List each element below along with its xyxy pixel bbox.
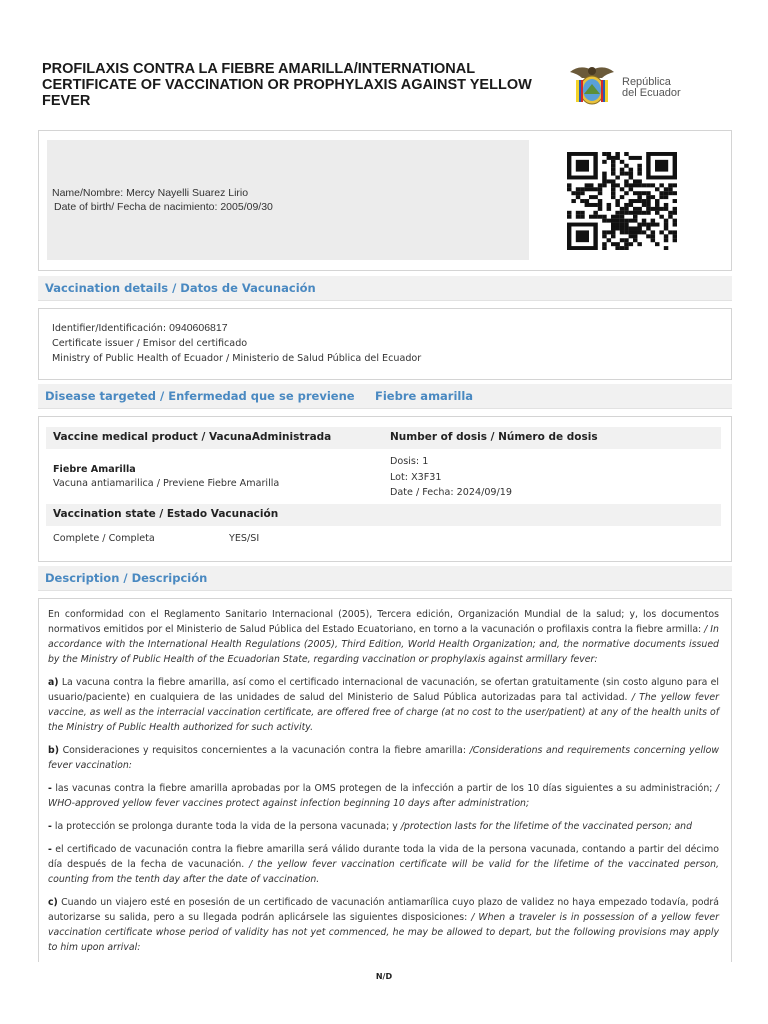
lot-number: Lot: X3F31 <box>390 472 442 483</box>
ecuador-coat-of-arms-icon <box>566 62 618 108</box>
vaccination-date: Date / Fecha: 2024/09/19 <box>390 487 512 498</box>
issuer-card <box>38 308 732 380</box>
identity-panel <box>47 140 529 260</box>
identifier-label: Identifier/Identificación: <box>52 323 167 334</box>
name-label: Name/Nombre: <box>52 187 124 199</box>
vaccine-product-desc: Vacuna antiamarilica / Previene Fiebre Amarilla <box>53 478 280 489</box>
republica-del-ecuador-logo <box>566 62 706 108</box>
vaccine-product-name: Fiebre Amarilla <box>53 464 136 475</box>
description-heading: Description / Descripción <box>45 571 208 585</box>
vaccination-details-heading: Vaccination details / Datos de Vacunación <box>45 281 316 295</box>
vaccine-card <box>38 416 732 562</box>
vaccination-state-yes: YES/SI <box>229 533 260 544</box>
logo-line-1: República <box>622 76 671 88</box>
vaccine-header-row <box>46 427 721 449</box>
description-bullet-2: - la protección se prolonga durante toda la vida de la persona vacunada; y /protection lasts for the lifetime of the vaccinated person; and <box>48 821 693 832</box>
description-item-b: b) Consideraciones y requisitos concernientes a la vacunación contra la fiebre amarilla: /Considerations and requirements concerning yellow fever vaccination: <box>48 745 719 771</box>
dob-value: 2005/09/30 <box>220 201 273 213</box>
logo-line-2: del Ecuador <box>622 87 681 99</box>
description-item-c: c) Cuando un viajero esté en posesión de un certificado de vacunación antiamarílica cuyo plazo de validez no haya empezado todavía, podrá autorizarse su salida, pero a su llegada podrán aplicársele las siguientes disposiciones: / When a traveler is in possession of a yellow fever vaccination certificate whose period of validity has not yet commenced, he may be allowed to depart, but the following provisions may apply to him upon arrival: <box>48 897 719 953</box>
dob-label: Date of birth/ Fecha de nacimiento: <box>54 201 218 213</box>
description-intro: En conformidad con el Reglamento Sanitario Internacional (2005), Tercera edición, Organización Mundial de la salud; y, los documentos normativos emitidos por el Ministerio de Salud Pública del Estado Ecuatoriano, en torno a la vacunación o profilaxis contra la fiebre armilla: / In accordance with the International Health Regulations (2005), Third Edition, World Health Organization; and, the normative documents issued by the Ministry of Public Health of the Ecuadorian State, regarding vaccination or prophylaxis against armillary fever: <box>48 609 719 665</box>
disease-targeted-value: Fiebre amarilla <box>375 389 474 403</box>
vaccination-state-header-row <box>46 504 721 526</box>
doses-header: Number of dosis / Número de dosis <box>390 431 598 443</box>
vaccine-product-header: Vaccine medical product / VacunaAdministrada <box>53 431 332 443</box>
description-header <box>38 566 732 591</box>
disease-targeted-header <box>38 384 732 409</box>
name-value: Mercy Nayelli Suarez Lirio <box>126 187 249 199</box>
description-item-a: a) La vacuna contra la fiebre amarilla, así como el certificado internacional de vacunación, se ofertan gratuitamente (sin costo alguno para el usuario/paciente) en cualquiera de las unidades de salud del Ministerio de Salud Pública autorizadas para tal actividad. / The yellow fever vaccine, as well as the interracial vaccination certificate, are offered free of charge (at no cost to the user/patient) at any of the health units of the Ministry of Public Health authorized for such activity. <box>48 677 719 733</box>
description-bullet-1: - las vacunas contra la fiebre amarilla aprobadas por la OMS protegen de la infección a partir de los 10 días siguientes a su administración; / WHO-approved yellow fever vaccines protect against infection beginning 10 days after administration; <box>48 783 719 809</box>
issuer-label: Certificate issuer / Emisor del certificado <box>52 338 248 349</box>
dose-number: Dosis: 1 <box>390 456 429 467</box>
identifier-value: 0940606817 <box>169 322 228 334</box>
vaccination-state-header: Vaccination state / Estado Vacunación <box>53 508 279 520</box>
description-body <box>38 598 732 962</box>
qr-code <box>567 152 677 250</box>
disease-targeted-label: Disease targeted / Enfermedad que se previene <box>45 389 355 403</box>
issuer-value: Ministry of Public Health of Ecuador / Ministerio de Salud Pública del Ecuador <box>52 353 422 364</box>
description-bullet-3: - el certificado de vacunación contra la fiebre amarilla será válido durante toda la vida de la persona vacunada, contando a partir del décimo día después de la fecha de vacunación. / the yellow fever vaccination certificate will be valid for the lifetime of the vaccinated person, counting from the tenth day after the date of vaccination. <box>48 844 719 885</box>
vaccination-details-header <box>38 276 732 301</box>
document-title: PROFILAXIS CONTRA LA FIEBRE AMARILLA/INTERNATIONAL CERTIFICATE OF VACCINATION OR PROPHYLAXIS AGAINST YELLOW FEVER <box>42 61 532 109</box>
vaccination-state-value: Complete / Completa <box>53 533 155 544</box>
page-footer: N/D <box>375 972 393 981</box>
